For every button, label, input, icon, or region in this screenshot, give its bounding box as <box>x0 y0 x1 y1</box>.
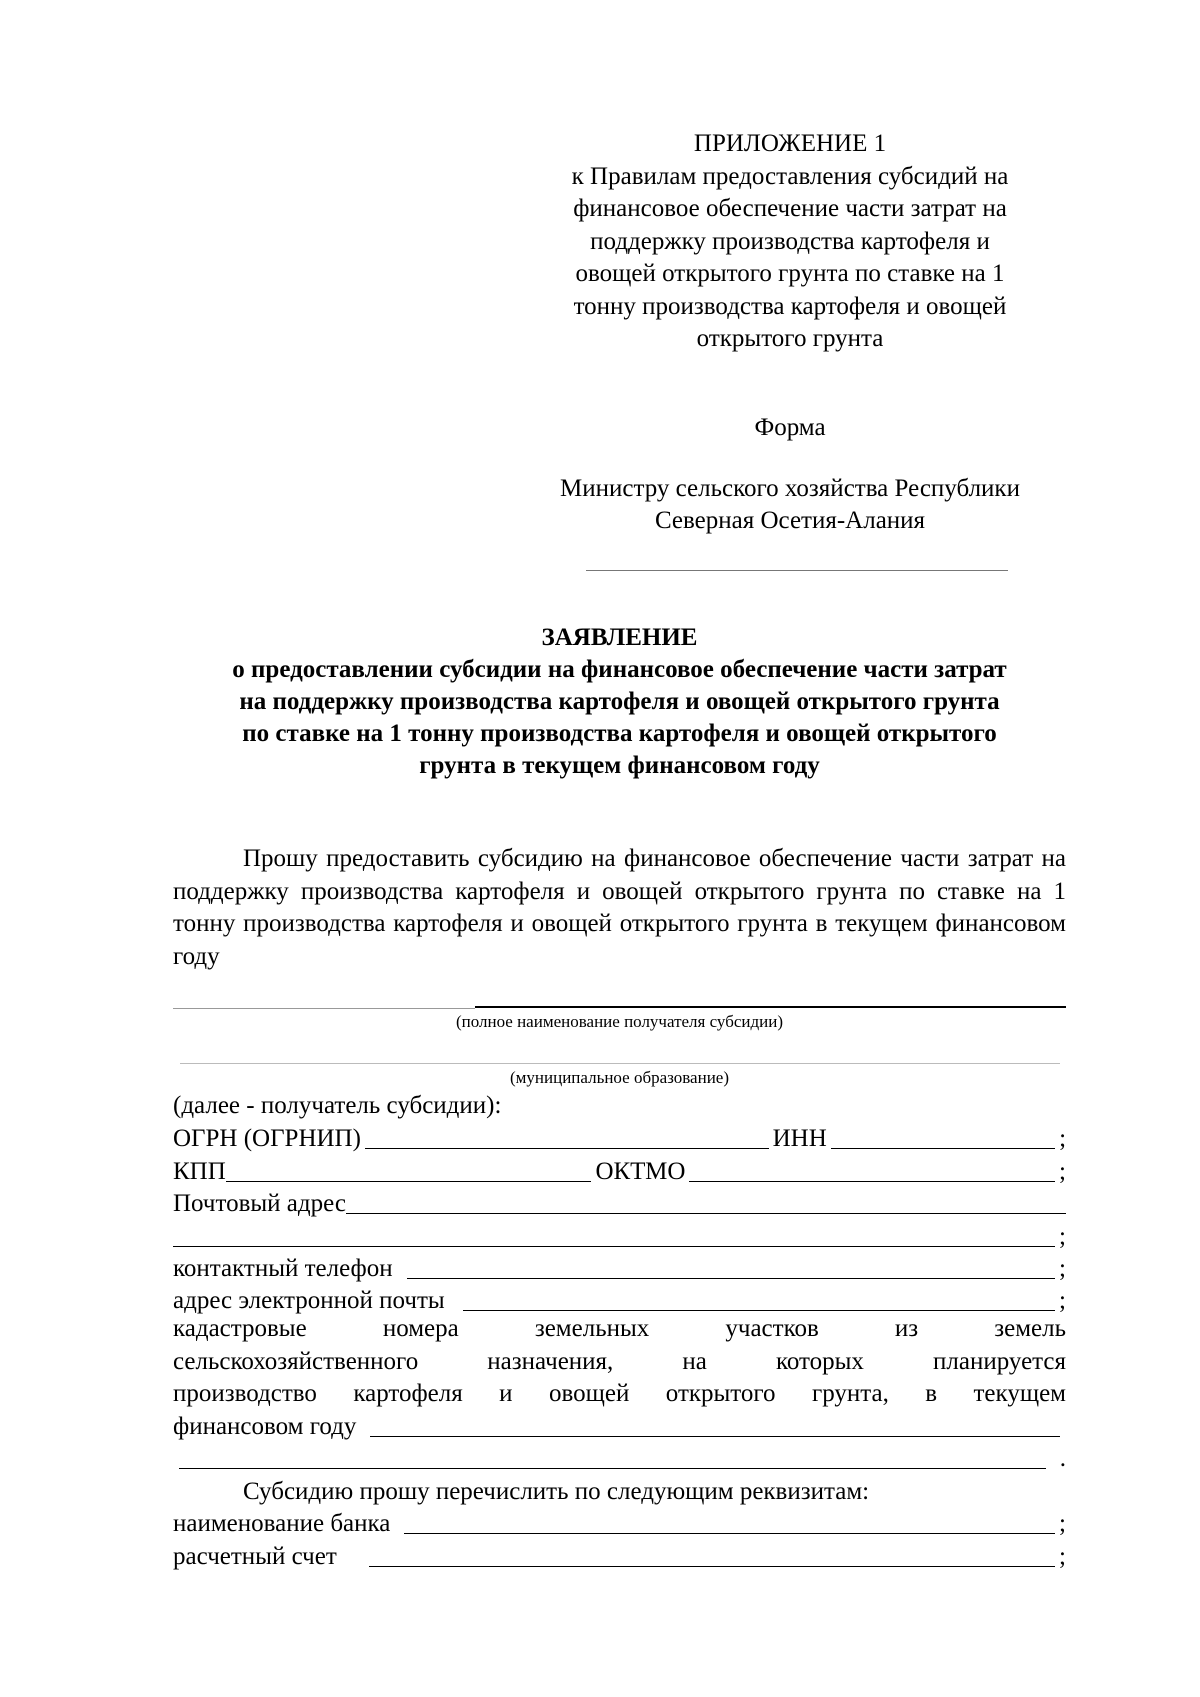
cadastral-line: сельскохозяйственного назначения, на которых планируется <box>173 1347 1066 1375</box>
addressee <box>520 473 1060 537</box>
postal-row <box>173 1188 1066 1220</box>
recipient-line-left <box>173 1008 475 1009</box>
cadastral-line: производство картофеля и овощей открытого грунта, в текущем <box>173 1380 1066 1407</box>
bank-name-row <box>173 1508 1066 1540</box>
phone-row <box>173 1253 1066 1285</box>
appendix-line: финансовое обеспечение части затрат на <box>573 195 1007 222</box>
request-paragraph <box>173 843 1066 973</box>
cadastral-row-2 <box>173 1443 1066 1475</box>
semicolon: ; <box>1059 1255 1066 1282</box>
addressee-line: Министру сельского хозяйства Республики <box>560 475 1020 502</box>
account-row <box>173 1541 1066 1573</box>
kpp-oktmo-row <box>173 1156 1066 1188</box>
recipient-caption: (полное наименование получателя субсидии) <box>455 1012 784 1031</box>
inn-field[interactable] <box>831 1148 1055 1149</box>
oktmo-field[interactable] <box>689 1181 1055 1182</box>
appendix-line: тонну производства картофеля и овощей <box>573 292 1007 320</box>
kpp-field[interactable] <box>226 1181 592 1182</box>
addressee-blank-line[interactable] <box>586 570 1008 571</box>
semicolon: ; <box>1059 1223 1066 1250</box>
ogrn-field[interactable] <box>365 1148 769 1149</box>
bank-name-field[interactable] <box>404 1533 1055 1534</box>
appendix-line: овощей открытого грунта по ставке на 1 <box>575 260 1005 287</box>
semicolon: ; <box>1059 1510 1066 1537</box>
cadastral-paragraph <box>173 1313 1066 1411</box>
postal-field[interactable] <box>346 1213 1066 1214</box>
email-label: адрес электронной почты <box>173 1287 445 1314</box>
semicolon: ; <box>1059 1125 1067 1152</box>
title-heading: ЗАЯВЛЕНИЕ <box>541 624 698 651</box>
request-text: Прошу предоставить субсидию на финансовое обеспечение части затрат на поддержку производства картофеля и овощей открытого грунта по ставке на 1 тонну производства картофеля и овощей открытого грунта в текущем финансовом году <box>173 845 1066 970</box>
semicolon: ; <box>1059 1543 1066 1570</box>
phone-label: контактный телефон <box>173 1255 393 1282</box>
recipient-name-field[interactable] <box>475 1006 1066 1008</box>
document-title <box>173 622 1066 782</box>
inn-label: ИНН <box>772 1125 827 1152</box>
hereinafter-row <box>173 1090 1066 1122</box>
cadastral-row <box>173 1411 1066 1443</box>
account-label: расчетный счет <box>173 1543 337 1570</box>
appendix-header <box>540 128 1040 356</box>
cadastral-field-2[interactable] <box>179 1468 1046 1469</box>
municipality-caption: (муниципальное образование) <box>510 1068 729 1087</box>
phone-field[interactable] <box>407 1278 1055 1279</box>
semicolon: ; <box>1059 1287 1066 1314</box>
title-line: грунта в текущем финансовом году <box>419 752 820 779</box>
period: . <box>1059 1445 1066 1472</box>
form-label: Форма <box>754 414 826 441</box>
title-line: на поддержку производства картофеля и овощей открытого грунта <box>239 688 1000 715</box>
title-line: по ставке на 1 тонну производства картофеля и овощей открытого <box>242 720 997 747</box>
postal-row-2 <box>173 1221 1066 1253</box>
kpp-label: КПП <box>173 1158 226 1185</box>
hereinafter-label: (далее - получатель субсидии): <box>173 1092 502 1119</box>
bank-name-label: наименование банка <box>173 1510 391 1537</box>
bank-intro <box>173 1476 1066 1508</box>
appendix-line: открытого грунта <box>696 325 884 352</box>
postal-field-2[interactable] <box>173 1246 1055 1247</box>
municipality-field[interactable] <box>180 1063 1060 1064</box>
appendix-line: ПРИЛОЖЕНИЕ 1 <box>693 130 887 157</box>
cadastral-line: кадастровые номера земельных участков из земель <box>173 1315 1066 1342</box>
title-line: о предоставлении субсидии на финансовое обеспечение части затрат <box>232 656 1007 683</box>
appendix-line: к Правилам предоставления субсидий на <box>571 162 1009 190</box>
email-field[interactable] <box>463 1310 1055 1311</box>
cadastral-field[interactable] <box>370 1436 1060 1437</box>
postal-label: Почтовый адрес <box>173 1190 346 1217</box>
oktmo-label: ОКТМО <box>595 1158 686 1185</box>
semicolon: ; <box>1059 1158 1066 1185</box>
ogrn-inn-row <box>173 1123 1066 1155</box>
account-field[interactable] <box>369 1566 1055 1567</box>
addressee-line: Северная Осетия-Алания <box>654 507 926 534</box>
bank-intro-text: Субсидию прошу перечислить по следующим реквизитам: <box>243 1478 870 1505</box>
cadastral-label: финансовом году <box>173 1413 357 1440</box>
ogrn-label: ОГРН (ОГРНИП) <box>173 1125 361 1152</box>
appendix-line: поддержку производства картофеля и <box>590 227 990 255</box>
